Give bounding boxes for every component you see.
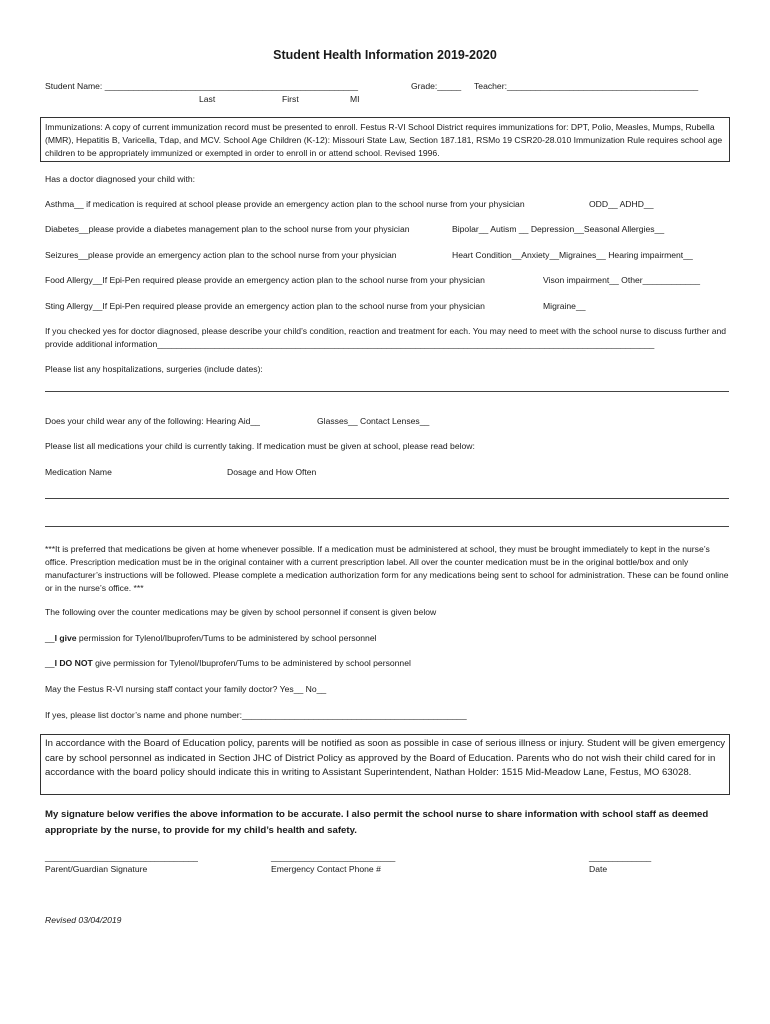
otc-not-give-text: give permission for Tylenol/Ibuprofen/Tums to be administered by school personnel	[92, 658, 411, 668]
otc-give-blank[interactable]: __	[45, 633, 55, 643]
medications-prompt: Please list all medications your child is currently taking. If medication must be given at school, please read below:	[45, 441, 475, 451]
vision-other-item[interactable]: Vison impairment__ Other____________	[543, 275, 701, 285]
hospitalizations-prompt: Please list any hospitalizations, surgeries (include dates):	[45, 364, 263, 374]
wear-question[interactable]: Does your child wear any of the following: Hearing Aid__	[45, 416, 260, 426]
otc-not-give-option[interactable]	[45, 658, 411, 668]
immunizations-box	[40, 117, 730, 162]
migraine-item[interactable]: Migraine__	[543, 301, 586, 311]
medication-line-2[interactable]	[45, 526, 729, 527]
grade-field[interactable]: Grade:_____	[411, 81, 462, 91]
sting-allergy-item[interactable]: Sting Allergy__If Epi-Pen required please provide an emergency action plan to the school nurse from your physician	[45, 301, 485, 311]
otc-give-option[interactable]	[45, 633, 377, 643]
revised-date: Revised 03/04/2019	[45, 915, 122, 925]
student-name-field[interactable]: Student Name: _____________________________________________________	[45, 81, 359, 91]
odd-adhd-item[interactable]: ODD__ ADHD__	[589, 199, 654, 209]
otc-give-text: permission for Tylenol/Ibuprofen/Tums to be administered by school personnel	[76, 633, 377, 643]
sub-label-last: Last	[199, 94, 216, 104]
emergency-phone-label: Emergency Contact Phone #	[271, 864, 381, 874]
teacher-field[interactable]: Teacher:________________________________________	[474, 81, 699, 91]
food-allergy-item[interactable]: Food Allergy__If Epi-Pen required please provide an emergency action plan to the school nurse from your physician	[45, 275, 485, 285]
signature-statement: My signature below verifies the above information to be accurate. I also permit the school nurse to share information with school staff as deemed appropriate by the nurse, to provide for my child’s health and safety.	[45, 809, 709, 836]
asthma-item[interactable]: Asthma__ if medication is required at school please provide an emergency action plan to the school nurse from your physician	[45, 199, 525, 209]
immunizations-text: Immunizations: A copy of current immunization record must be presented to enroll. Festus R-VI School District requires immunizations for: DPT, Polio, Measles, Mumps, Rubella (MMR), Hepatitis B, Varicella, Tdap, and MCV. School Age Children (K-12): Missouri State Law, Section 187.181, RSMo 19 CSR20-28.010 Immunization Rule requires school age children to be appropriately immunized or exempted in order to enroll in or attend school. Revised 1996.	[45, 122, 723, 158]
otc-not-give-blank[interactable]: __	[45, 658, 55, 668]
doctor-contact-question[interactable]: May the Festus R-VI nursing staff contact your family doctor? Yes__ No__	[45, 684, 327, 694]
policy-text: In accordance with the Board of Education policy, parents will be notified as soon as possible in case of serious illness or injury. Student will be given emergency care by school personnel as indicated in Section JHC of District Policy as approved by the Board of Education. Parents who do not wish their child cared for in accordance with the board policy should indicate this in writing to Assistant Superintendent, Nathan Holder: 1515 Mid-Meadow Lane, Festus, MO 63028.	[45, 738, 726, 778]
medication-line-1[interactable]	[45, 498, 729, 499]
diagnosed-heading: Has a doctor diagnosed your child with:	[45, 174, 195, 184]
heart-condition-item[interactable]: Heart Condition__Anxiety__Migraines__ Hearing impairment__	[452, 250, 693, 260]
describe-condition-field[interactable]: If you checked yes for doctor diagnosed, please describe your child’s condition, reaction and treatment for each. You may need to meet with the school nurse to discuss further and provide additional information________________________________________________________________________________________________________	[45, 326, 727, 349]
parent-signature-label: Parent/Guardian Signature	[45, 864, 148, 874]
sub-label-mi: MI	[350, 94, 360, 104]
doctor-info-field[interactable]: If yes, please list doctor’s name and phone number:_______________________________________________	[45, 710, 467, 720]
parent-signature-line[interactable]: ________________________________	[45, 852, 198, 862]
glasses-contacts-item[interactable]: Glasses__ Contact Lenses__	[317, 416, 430, 426]
date-label: Date	[589, 864, 608, 874]
otc-give-bold: I give	[54, 633, 77, 643]
date-line[interactable]: _____________	[589, 852, 652, 862]
diabetes-item[interactable]: Diabetes__please provide a diabetes management plan to the school nurse from your physician	[45, 224, 410, 234]
sub-label-first: First	[282, 94, 299, 104]
hospitalizations-line[interactable]	[45, 391, 729, 392]
seizures-item[interactable]: Seizures__please provide an emergency action plan to the school nurse from your physician	[45, 250, 397, 260]
otc-not-give-bold: I DO NOT	[54, 658, 93, 668]
emergency-phone-line[interactable]: __________________________	[271, 852, 396, 862]
dosage-header: Dosage and How Often	[227, 467, 317, 477]
medication-notice: ***It is preferred that medications be given at home whenever possible. If a medication must be administered at school, they must be brought immediately to kept in the nurse’s office. Prescription medication must be in the original container with a current prescription label. All over the counter medication must be in the original bottle/box and only manufacturer’s instructions will be followed. Please complete a medication authorization form for any medications being sent to school for administration. These can be found online or in the nurse’s office. ***	[45, 544, 729, 593]
medication-name-header: Medication Name	[45, 467, 112, 477]
bipolar-autism-item[interactable]: Bipolar__ Autism __ Depression__Seasonal Allergies__	[452, 224, 665, 234]
form-title: Student Health Information 2019-2020	[273, 48, 497, 62]
policy-box	[40, 734, 730, 795]
otc-intro: The following over the counter medications may be given by school personnel if consent is given below	[45, 607, 437, 617]
